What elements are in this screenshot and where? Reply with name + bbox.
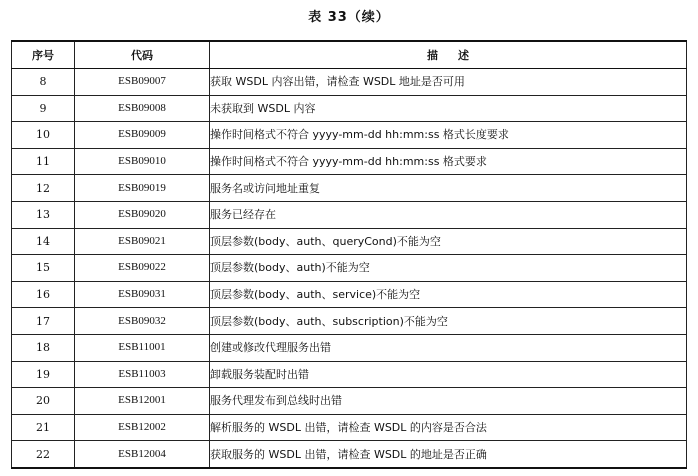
row-code: ESB12002 — [75, 414, 210, 441]
table-row — [12, 441, 687, 468]
table-row — [12, 228, 687, 255]
row-description: 创建或修改代理服务出错 — [210, 334, 687, 361]
table-row — [12, 69, 687, 96]
row-seq: 20 — [12, 388, 75, 415]
error-code-table — [11, 40, 687, 469]
row-description: 顶层参数(body、auth、queryCond)不能为空 — [210, 228, 687, 255]
table-row — [12, 201, 687, 228]
row-description: 获取 WSDL 内容出错，请检查 WSDL 地址是否可用 — [210, 69, 687, 96]
row-code: ESB09007 — [75, 69, 210, 96]
row-code: ESB09020 — [75, 201, 210, 228]
header-seq: 序号 — [12, 41, 75, 69]
row-seq: 17 — [12, 308, 75, 335]
row-code: ESB09009 — [75, 122, 210, 149]
row-description: 卸载服务装配时出错 — [210, 361, 687, 388]
table-row — [12, 122, 687, 149]
row-seq: 21 — [12, 414, 75, 441]
row-seq: 14 — [12, 228, 75, 255]
row-description: 服务代理发布到总线时出错 — [210, 388, 687, 415]
row-seq: 19 — [12, 361, 75, 388]
row-description: 操作时间格式不符合 yyyy-mm-dd hh:mm:ss 格式要求 — [210, 148, 687, 175]
table-row — [12, 334, 687, 361]
table-row — [12, 388, 687, 415]
row-description: 顶层参数(body、auth)不能为空 — [210, 255, 687, 282]
row-code: ESB12001 — [75, 388, 210, 415]
row-seq: 8 — [12, 69, 75, 96]
row-code: ESB09019 — [75, 175, 210, 202]
table-row — [12, 414, 687, 441]
row-code: ESB09008 — [75, 95, 210, 122]
row-seq: 9 — [12, 95, 75, 122]
row-code: ESB09032 — [75, 308, 210, 335]
header-code: 代码 — [75, 41, 210, 69]
row-code: ESB11001 — [75, 334, 210, 361]
table-caption: 表 33（续） — [308, 10, 390, 25]
row-description: 顶层参数(body、auth、subscription)不能为空 — [210, 308, 687, 335]
row-seq: 22 — [12, 441, 75, 468]
row-description: 顶层参数(body、auth、service)不能为空 — [210, 281, 687, 308]
row-seq: 12 — [12, 175, 75, 202]
table-body — [12, 69, 687, 468]
table-row — [12, 95, 687, 122]
row-description: 操作时间格式不符合 yyyy-mm-dd hh:mm:ss 格式长度要求 — [210, 122, 687, 149]
row-seq: 15 — [12, 255, 75, 282]
header-description: 描述 — [210, 41, 687, 69]
row-seq: 18 — [12, 334, 75, 361]
row-code: ESB09021 — [75, 228, 210, 255]
row-code: ESB09010 — [75, 148, 210, 175]
row-code: ESB12004 — [75, 441, 210, 468]
table-row — [12, 361, 687, 388]
header-row — [12, 41, 687, 69]
row-description: 获取服务的 WSDL 出错，请检查 WSDL 的地址是否正确 — [210, 441, 687, 468]
row-seq: 11 — [12, 148, 75, 175]
table-row — [12, 175, 687, 202]
row-code: ESB09031 — [75, 281, 210, 308]
table-row — [12, 308, 687, 335]
table-row — [12, 255, 687, 282]
row-seq: 16 — [12, 281, 75, 308]
row-description: 服务名或访问地址重复 — [210, 175, 687, 202]
row-description: 解析服务的 WSDL 出错，请检查 WSDL 的内容是否合法 — [210, 414, 687, 441]
row-description: 服务已经存在 — [210, 201, 687, 228]
row-seq: 10 — [12, 122, 75, 149]
row-code: ESB09022 — [75, 255, 210, 282]
table-row — [12, 148, 687, 175]
table-row — [12, 281, 687, 308]
row-code: ESB11003 — [75, 361, 210, 388]
row-description: 未获取到 WSDL 内容 — [210, 95, 687, 122]
row-seq: 13 — [12, 201, 75, 228]
